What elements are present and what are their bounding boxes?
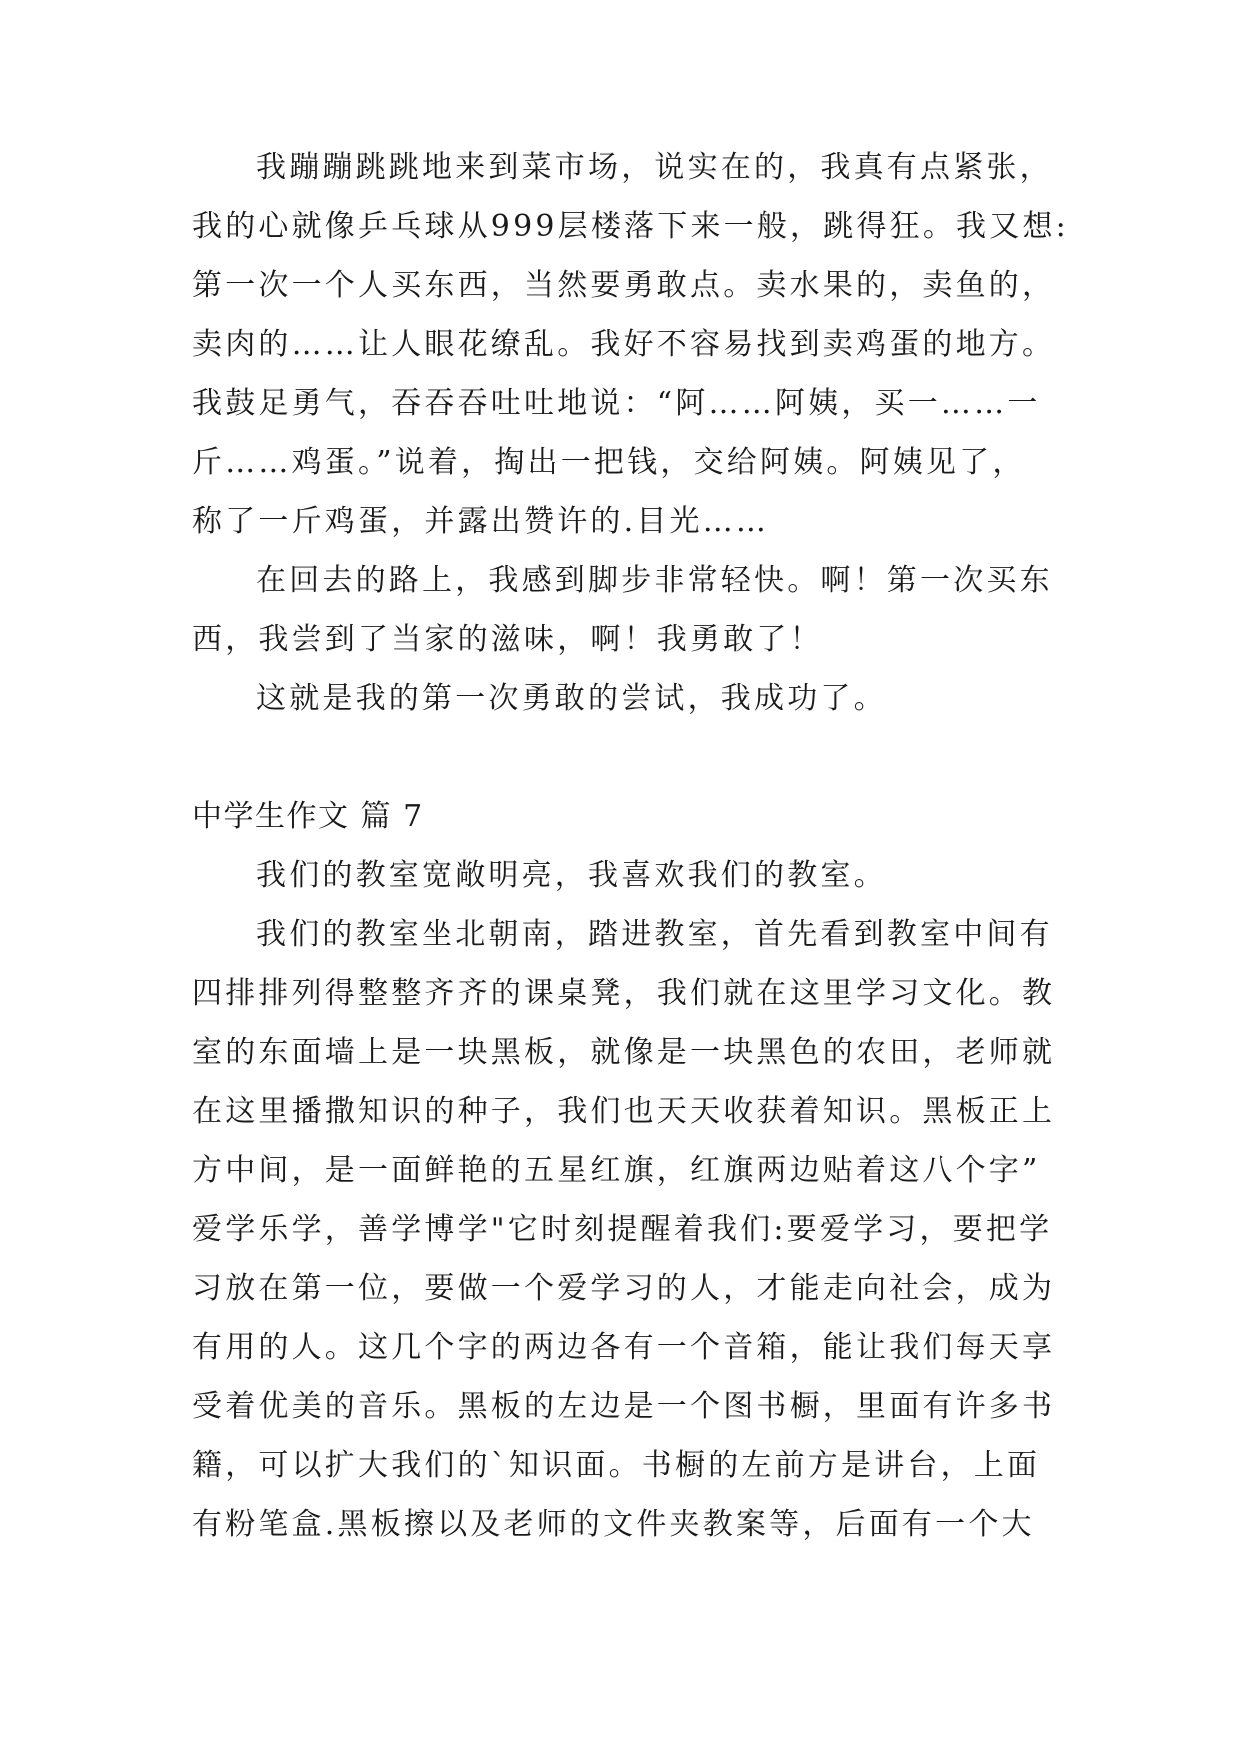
paragraph-line: 斤……鸡蛋。”说着，掏出一把钱，交给阿姨。阿姨见了，	[192, 445, 1026, 480]
section-heading: 中学生作文 篇 7	[192, 799, 424, 834]
paragraph-line: 有用的人。这几个字的两边各有一个音箱，能让我们每天享	[192, 1330, 1056, 1365]
paragraph-line: 有粉笔盒.黑板擦以及老师的文件夹教案等，后面有一个大	[192, 1507, 1035, 1542]
paragraph-line: 我鼓足勇气，吞吞吞吐吐地说：“阿……阿姨，买一……一	[192, 386, 1041, 421]
paragraph-line: 籍，可以扩大我们的`知识面。书橱的左前方是讲台，上面	[192, 1448, 1041, 1483]
paragraph-line: 第一次一个人买东西，当然要勇敢点。卖水果的，卖鱼的，	[192, 268, 1056, 303]
paragraph-line: 我的心就像乒乓球从999层楼落下来一般，跳得狂。我又想:	[192, 209, 1069, 244]
paragraph-line: 室的东面墙上是一块黑板，就像是一块黑色的农田，老师就	[192, 1035, 1056, 1070]
paragraph-line: 在这里播撒知识的种子，我们也天天收获着知识。黑板正上	[192, 1094, 1056, 1129]
paragraph-line: 四排排列得整整齐齐的课桌凳，我们就在这里学习文化。教	[192, 976, 1056, 1011]
paragraph-line: 我们的教室宽敞明亮，我喜欢我们的教室。	[256, 858, 887, 893]
paragraph-line: 习放在第一位，要做一个爱学习的人，才能走向社会，成为	[192, 1271, 1056, 1306]
paragraph-line: 在回去的路上，我感到脚步非常轻快。啊！第一次买东	[256, 563, 1053, 598]
paragraph-line: 这就是我的第一次勇敢的尝试，我成功了。	[256, 681, 887, 716]
paragraph-line: 西，我尝到了当家的滋味，啊！我勇敢了！	[192, 622, 823, 657]
paragraph-line: 爱学乐学，善学博学"它时刻提醒着我们:要爱学习，要把学	[192, 1212, 1053, 1247]
paragraph-line: 称了一斤鸡蛋，并露出赞许的.目光……	[192, 504, 770, 539]
paragraph-line: 方中间，是一面鲜艳的五星红旗，红旗两边贴着这八个字”	[192, 1153, 1041, 1188]
paragraph-line: 我蹦蹦跳跳地来到菜市场，说实在的，我真有点紧张，	[256, 150, 1053, 185]
paragraph-line: 我们的教室坐北朝南，踏进教室，首先看到教室中间有	[256, 917, 1053, 952]
paragraph-line: 卖肉的……让人眼花缭乱。我好不容易找到卖鸡蛋的地方。	[192, 327, 1056, 362]
paragraph-line: 受着优美的音乐。黑板的左边是一个图书橱，里面有许多书	[192, 1389, 1056, 1424]
